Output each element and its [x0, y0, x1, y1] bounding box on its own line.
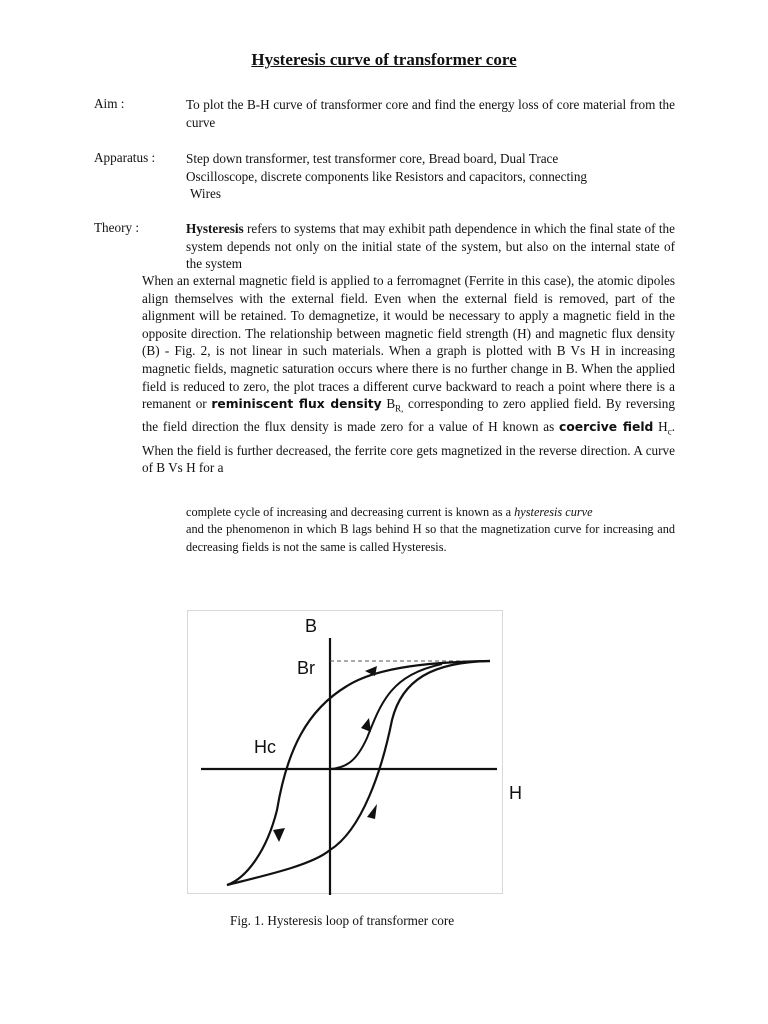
arrow-down-icon — [273, 828, 285, 842]
br-subscript: R, — [395, 403, 404, 414]
aim-label: Aim : — [94, 96, 125, 111]
initial-magnetization-curve — [330, 664, 442, 769]
arrow-up-icon — [361, 718, 371, 732]
figure-caption: Fig. 1. Hysteresis loop of transformer core — [230, 913, 455, 928]
figure-border — [188, 611, 503, 894]
term-remanent-flux-density: reminiscent flux density — [211, 397, 382, 412]
term-coercive-field: coercive field — [559, 420, 654, 435]
ascending-branch — [227, 661, 490, 885]
theory-p2-text-b: corresponding to zero applied field. By reversing the field direction the flux density is made zero for a value of H known as — [142, 396, 675, 435]
theory-p3-text-b: and the phenomenon in which B lags behind H so that the magnetization curve for increasing and decreasing fields is not the same is called Hysteresis. — [186, 522, 675, 554]
theory-label: Theory : — [94, 220, 140, 235]
apparatus-line-3: Wires — [190, 186, 221, 202]
hysteresis-loop-diagram — [187, 610, 527, 900]
label-h: H — [509, 783, 522, 803]
arrow-up-icon — [367, 804, 377, 819]
theory-p3-text-a: complete cycle of increasing and decreasing current is known as a — [186, 505, 515, 519]
theory-paragraph-2 — [142, 272, 675, 477]
theory-p2-text-a: When an external magnetic field is applied to a ferromagnet (Ferrite in this case), the atomic dipoles align themselves with the external field. Even when the external field is removed, part of the alignment will be retained. To demagnetize, it would be necessary to apply a magnetic field in the opposite direction. The relationship between magnetic field strength (H) and magnetic flux density (B) - Fig. 2, is not linear in such materials. When a graph is plotted with B Vs H in increasing magnetic fields, magnetic saturation occurs where there is no further change in B. When the applied field is reduced to zero, the plot traces a different curve backward to reach a point where there is a remanent or — [142, 273, 675, 412]
apparatus-label: Apparatus : — [94, 150, 156, 165]
descending-branch — [227, 661, 490, 885]
apparatus-line-1: Step down transformer, test transformer core, Bread board, Dual Trace — [186, 151, 559, 166]
label-hc: Hc — [254, 737, 276, 757]
theory-p2-text-c: . When the field is further decreased, the ferrite core gets magnetized in the reverse direction. A curve of B Vs H for a — [142, 419, 675, 476]
hc-subscript: c — [667, 427, 672, 438]
label-br: Br — [297, 658, 315, 678]
apparatus-text — [186, 150, 675, 203]
theory-paragraph-1 — [186, 220, 675, 273]
br-symbol: B — [381, 396, 396, 412]
term-hysteresis-curve: hysteresis curve — [514, 505, 593, 519]
page-title: Hysteresis curve of transformer core — [251, 50, 517, 69]
theory-p1-text: refers to systems that may exhibit path dependence in which the final state of the system depends not only on the initial state of the system, but also on the internal state of the system — [186, 221, 675, 272]
term-hysteresis: Hysteresis — [186, 221, 244, 236]
label-b: B — [305, 616, 318, 636]
aim-text: To plot the B-H curve of transformer core and find the energy loss of core material from the curve — [186, 97, 675, 130]
theory-paragraph-3 — [186, 504, 675, 556]
hc-symbol: H — [653, 419, 668, 435]
apparatus-line-2: Oscilloscope, discrete components like Resistors and capacitors, connecting — [186, 168, 588, 184]
